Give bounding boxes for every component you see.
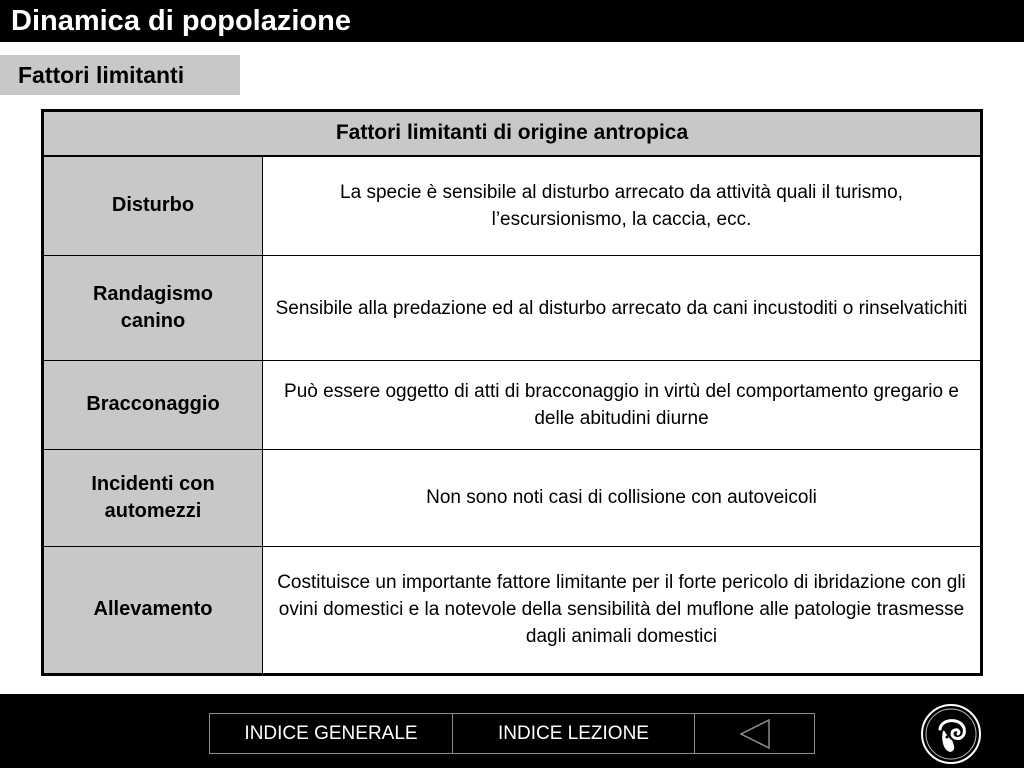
header-bar [0,0,1024,42]
table-row [43,449,982,546]
table-row [43,256,982,361]
footer-nav [209,713,815,754]
lesson-index-button[interactable]: INDICE LEZIONE [452,714,694,753]
table-row [43,361,982,449]
mouflon-logo-icon [920,703,982,765]
table-row [43,546,982,674]
limiting-factors-table [41,109,983,676]
factor-label: Incidenti con automezzi [43,449,263,546]
table-heading: Fattori limitanti di origine antropica [43,111,982,156]
factor-label: Bracconaggio [43,361,263,449]
table-row [43,156,982,256]
factor-description: Può essere oggetto di atti di bracconaggio in virtù del comportamento gregario e delle abitudini diurne [263,361,982,449]
section-subtitle: Fattori limitanti [18,62,185,88]
general-index-button[interactable]: INDICE GENERALE [244,722,418,744]
factor-description: Sensibile alla predazione ed al disturbo arrecato da cani incustoditi o rinselvatichiti [263,256,982,361]
factor-label: Disturbo [43,156,263,256]
page-title: Dinamica di popolazione [11,5,351,37]
factor-description: La specie è sensibile al disturbo arrecato da attività quali il turismo, l’escursionismo, la caccia, ecc. [263,156,982,256]
logo-badge[interactable] [920,703,982,765]
factor-description: Costituisce un importante fattore limitante per il forte pericolo di ibridazione con gli ovini domestici e la notevole della sensibilità del muflone alle patologie trasmesse dagli animali domestici [263,546,982,674]
factor-label: Randagismo canino [43,256,263,361]
table-header-row [43,111,982,156]
factor-label: Allevamento [43,546,263,674]
back-button[interactable] [694,714,814,753]
section-subtitle-box [0,55,240,95]
factor-description: Non sono noti casi di collisione con autoveicoli [263,449,982,546]
back-arrow-icon [738,718,772,750]
